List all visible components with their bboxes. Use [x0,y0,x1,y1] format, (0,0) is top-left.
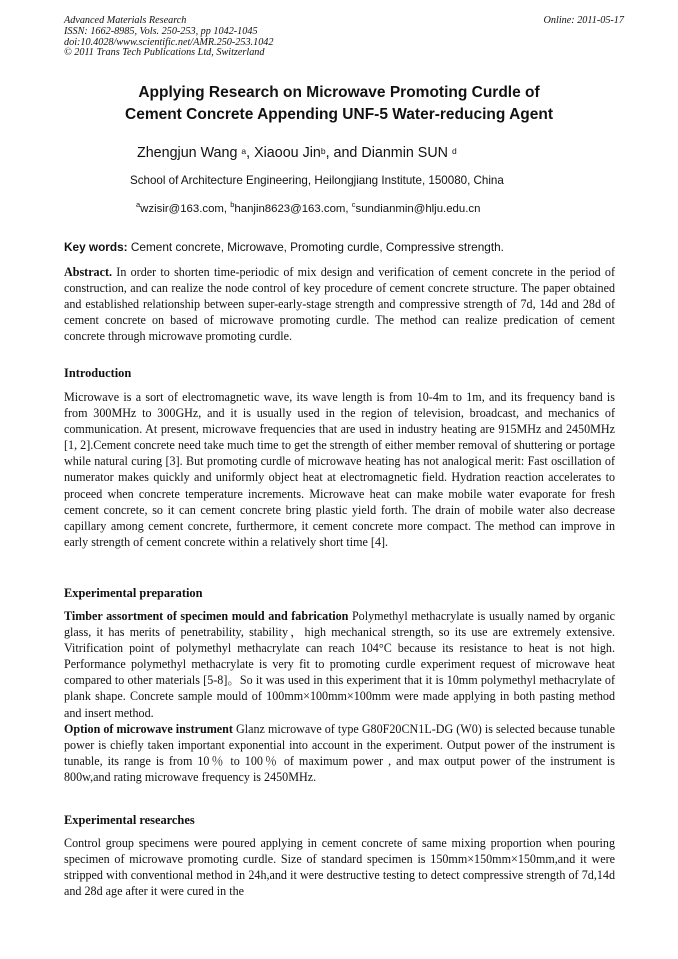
email-link[interactable]: hanjin8623@163.com, [234,203,349,215]
section-heading-introduction: Introduction [64,366,132,380]
keywords-label: Key words: [64,240,128,254]
author-affil-mark: a [241,146,247,156]
online-date: Online: 2011-05-17 [543,15,624,26]
abstract-text: In order to shorten time-periodic of mix design and verification of cement concrete in the period of construction, and can realize the node control of key procedure of cement concrete structure. The paper obtained and established relationship between super-early-stage strength and compressive strength of 7d, 14d and 28d of cement concrete on based of microwave promoting curdle. The method can realize predication of cement concrete through microwave promoting curdle. [64,265,615,344]
email-mark: c [351,200,356,209]
paper-title-line-1: Applying Research on Microwave Promoting Curdle of [138,84,540,101]
abstract [64,264,615,344]
author-name: Zhengjun Wang [137,145,238,161]
affiliation: School of Architecture Engineering, Heilongjiang Institute, 150080, China [130,174,504,187]
author-affil-mark: b [320,146,326,156]
preparation-body [64,608,615,785]
email-link[interactable]: sundianmin@hlju.edu.cn [355,203,481,215]
paper-title [64,82,614,126]
journal-header [64,16,624,59]
author-and: and [333,145,358,161]
author-list: Zhengjun Wang $^a$, Xiaoou Jin$^b$, and Dianmin SUN $^d$ [137,145,457,161]
author-emails [136,200,481,216]
paper-title-line-2: Cement Concrete Appending UNF-5 Water-reducing Agent [125,106,553,123]
researches-body [64,835,615,899]
journal-doi[interactable]: doi:10.4028/www.scientific.net/AMR.250-253.1042 [64,36,274,48]
researches-text: Control group specimens were poured applying in cement concrete of same mixing proportion when pouring specimen of microwave promoting curdle. Size of standard specimen is 150mm×150mm×150mm,and it were stripped with conventional method in 24h,and it were destructive testing to detect compressive strength of 7d,14d and 28d age after it were cured in the [64,836,615,899]
author-name: Dianmin SUN [361,145,448,161]
introduction-body [64,389,615,550]
section-heading-preparation: Experimental preparation [64,586,203,600]
author-affil-mark: d [451,146,457,156]
email-mark: a [136,200,141,209]
preparation-paragraph-2 [64,721,615,785]
journal-issn: ISSN: 1662-8985, Vols. 250-253, pp 1042-1045 [64,25,258,37]
author-name: Xiaoou Jin [254,145,321,161]
preparation-paragraph-1 [64,608,615,721]
preparation-text-mould: Polymethyl methacrylate is usually named by organic glass, it has merits of penetrability, stability，high mechanical strength, so its use are extremely extensive. Vitrification point of polymethyl methacrylate can reach 104°C because its resistance to heat is not high. Performance polymethyl methacrylate is very fit to promoting curdle experiment request of microwave heat compared to other materials [5-8]。So it was used in this experiment that it is 10mm polymethyl methacrylate of plank shape. Concrete sample mould of 100mm×100mm×100mm were made applying in both pasting method and insert method. [64,609,615,720]
preparation-subheading-instrument: Option of microwave instrument [64,721,233,736]
section-heading-researches: Experimental researches [64,813,195,827]
introduction-text: Microwave is a sort of electromagnetic wave, its wave length is from 10-4m to 1m, and its frequency band is from 300MHz to 300GHz, and it is usually used in the region of television, broadcast, and mechanics of communication. At present, microwave frequencies that are used in industry heating are 915MHz and 2450MHz [1, 2].Cement concrete need take much time to get the strength of either member removal of shuttering or portage while natural curing [3]. But promoting curdle of microwave heating has not analogical merit: Fast oscillation of numerator makes quickly and uniformly object heat at electromagnetic field. Hydration reaction accelerates to proceed when concrete temperature increments. Microwave heat can make mobile water evaporate for fresh cement concrete, so it can cement concrete bring plastic yield forth. The drain of mobile water also decrease capillary among cement concrete, furthermore, it cement concrete more compact. The method can improve in early strength of cement concrete within a relatively short time [4]. [64,390,615,549]
abstract-label: Abstract. [64,265,113,279]
email-link[interactable]: wzisir@163.com, [140,203,228,215]
journal-copyright: © 2011 Trans Tech Publications Ltd, Switzerland [64,47,265,59]
journal-name: Advanced Materials Research [64,15,187,26]
preparation-subheading-mould: Timber assortment of specimen mould and fabrication [64,609,349,623]
keywords-text: Cement concrete, Microwave, Promoting curdle, Compressive strength. [127,240,504,254]
preparation-text-instrument: Glanz microwave of type G80F20CN1L-DG (W0) is selected because tunable power is chiefly taken important exponential into account in the experiment. Output power of the instrument is tunable, its range is from 10％ to 100％ of maximum power , and max output power of the instrument is 800w,and rating microwave frequency is 2450MHz. [64,721,615,784]
email-mark: b [230,200,235,209]
keywords [64,240,624,254]
